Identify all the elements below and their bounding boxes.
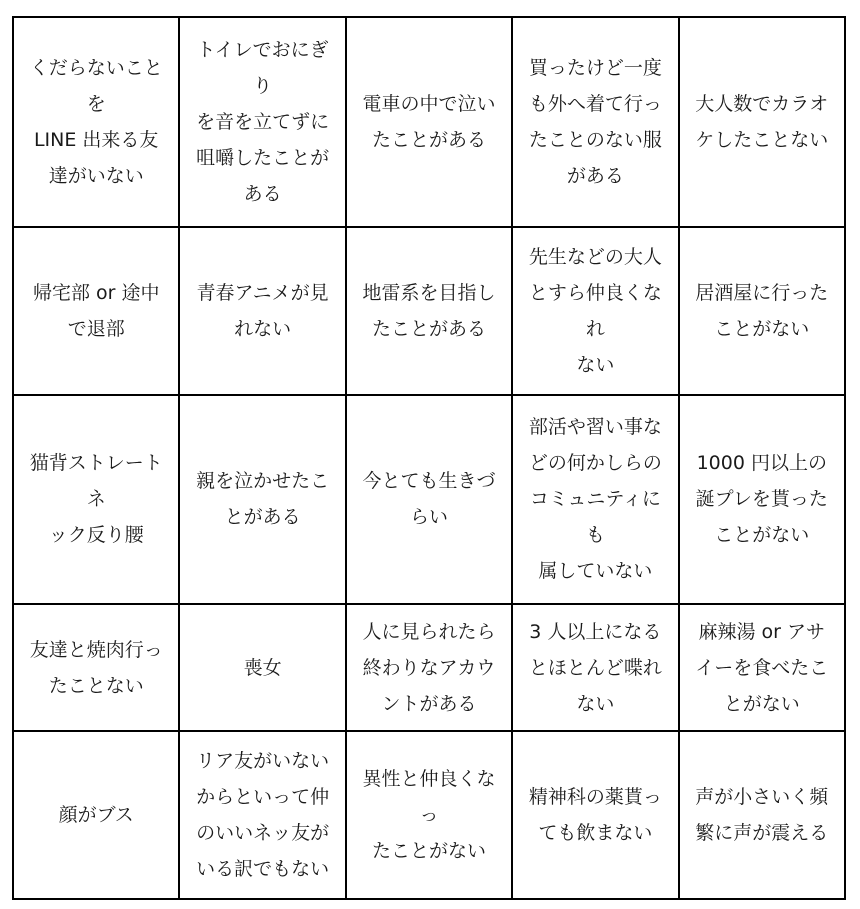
cell-text-line: コミュニティにも: [529, 488, 661, 547]
grid-cell: [679, 395, 845, 605]
cell-text-line: で退部: [67, 317, 125, 340]
grid-cell: [13, 17, 179, 227]
cell-text-line: ケしたことない: [695, 128, 829, 151]
grid-cell: [179, 604, 345, 731]
cell-text-line: たことがない: [371, 839, 486, 862]
cell-text-line: 猫背ストレートネ: [29, 452, 163, 511]
cell-text-line: 繁に声が震える: [695, 821, 829, 844]
grid-cell: [13, 731, 179, 899]
grid-cell: [346, 604, 512, 731]
cell-text-line: ことがない: [714, 524, 810, 547]
cell-text-line: LINE 出来る友: [33, 128, 159, 151]
cell-text-line: のいいネッ友が: [196, 821, 330, 844]
cell-text-line: とがない: [723, 692, 800, 715]
cell-text-line: 人に見られたら: [362, 620, 496, 643]
cell-text-line: 属していない: [538, 560, 653, 583]
grid-cell: [512, 731, 678, 899]
cell-text-line: どの何かしらの: [528, 452, 662, 475]
cell-text-line: 大人数でカラオ: [695, 92, 829, 115]
cell-text-line: 買ったけど一度: [528, 56, 662, 79]
grid-cell: [679, 227, 845, 395]
grid-row: [13, 227, 845, 395]
cell-text-line: がある: [566, 164, 624, 187]
grid-cell: [512, 604, 678, 731]
cell-text-line: イーを食べたこ: [695, 656, 829, 679]
cell-text-line: たことがある: [371, 317, 486, 340]
cell-text-line: らい: [409, 506, 448, 529]
cell-text-line: 友達と焼肉行っ: [29, 638, 163, 661]
grid-cell: [346, 395, 512, 605]
grid-cell: [346, 227, 512, 395]
grid-cell: [679, 17, 845, 227]
cell-text-line: 顔がブス: [58, 803, 134, 826]
cell-text-line: 達がいない: [48, 164, 144, 187]
grid-cell: [179, 731, 345, 899]
grid-cell: [13, 604, 179, 731]
grid-row: [13, 604, 845, 731]
cell-text-line: ても飲まない: [538, 821, 653, 844]
cell-text-line: 精神科の薬貰っ: [528, 785, 662, 808]
cell-text-line: 終わりなアカウ: [362, 656, 496, 679]
cell-text-line: 青春アニメが見: [196, 281, 329, 304]
cell-text-line: を音を立てずに: [196, 110, 330, 133]
cell-text-line: れない: [234, 317, 292, 340]
cell-text-line: ない: [576, 353, 615, 376]
cell-text-line: 声が小さいく頻: [695, 785, 829, 808]
cell-text-line: 1000 円以上の: [696, 452, 827, 475]
grid-row: [13, 17, 845, 227]
cell-text-line: 誕プレを貰った: [695, 488, 828, 511]
cell-text-line: 親を泣かせたこ: [196, 470, 330, 493]
cell-text-line: くだらないことを: [29, 56, 163, 115]
cell-text-line: ことがない: [714, 317, 810, 340]
grid-cell: [512, 395, 678, 605]
grid-cell: [179, 17, 345, 227]
cell-text-line: トイレでおにぎり: [196, 38, 329, 97]
cell-text-line: 先生などの大人: [528, 245, 662, 268]
grid-cell: [179, 395, 345, 605]
grid-cell: [346, 731, 512, 899]
bingo-grid: [12, 16, 846, 900]
grid-cell: [679, 604, 845, 731]
cell-text-line: たことない: [48, 674, 144, 697]
cell-text-line: とほとんど喋れ: [528, 656, 662, 679]
cell-text-line: とすら仲良くなれ: [528, 281, 662, 340]
grid-cell: [512, 17, 678, 227]
cell-text-line: 今とても生きづ: [362, 470, 496, 493]
cell-text-line: 帰宅部 or 途中: [32, 281, 160, 304]
cell-text-line: 麻辣湯 or アサ: [698, 620, 826, 643]
grid-row: [13, 731, 845, 899]
cell-text-line: 部活や習い事な: [528, 416, 662, 439]
cell-text-line: 地雷系を目指し: [362, 281, 496, 304]
grid-row: [13, 395, 845, 605]
cell-text-line: 咀嚼したことが: [196, 146, 330, 169]
cell-text-line: も外へ着て行っ: [528, 92, 662, 115]
cell-text-line: ない: [576, 692, 615, 715]
cell-text-line: ある: [243, 182, 282, 205]
cell-text-line: たことがある: [371, 128, 486, 151]
cell-text-line: からといって仲: [196, 785, 330, 808]
cell-text-line: 3 人以上になる: [529, 620, 662, 643]
cell-text-line: リア友がいない: [196, 749, 330, 772]
grid-cell: [346, 17, 512, 227]
cell-text-line: 喪女: [243, 656, 282, 679]
cell-text-line: 居酒屋に行った: [695, 281, 829, 304]
grid-cell: [13, 395, 179, 605]
cell-text-line: いる訳でもない: [196, 857, 330, 880]
cell-text-line: ントがある: [381, 692, 477, 715]
cell-text-line: ック反り腰: [48, 524, 144, 547]
grid-cell: [679, 731, 845, 899]
cell-text-line: とがある: [224, 506, 301, 529]
grid-cell: [179, 227, 345, 395]
cell-text-line: たことのない服: [528, 128, 662, 151]
grid-cell: [512, 227, 678, 395]
grid-cell: [13, 227, 179, 395]
cell-text-line: 異性と仲良くなっ: [362, 767, 496, 826]
cell-text-line: 電車の中で泣い: [362, 92, 496, 115]
